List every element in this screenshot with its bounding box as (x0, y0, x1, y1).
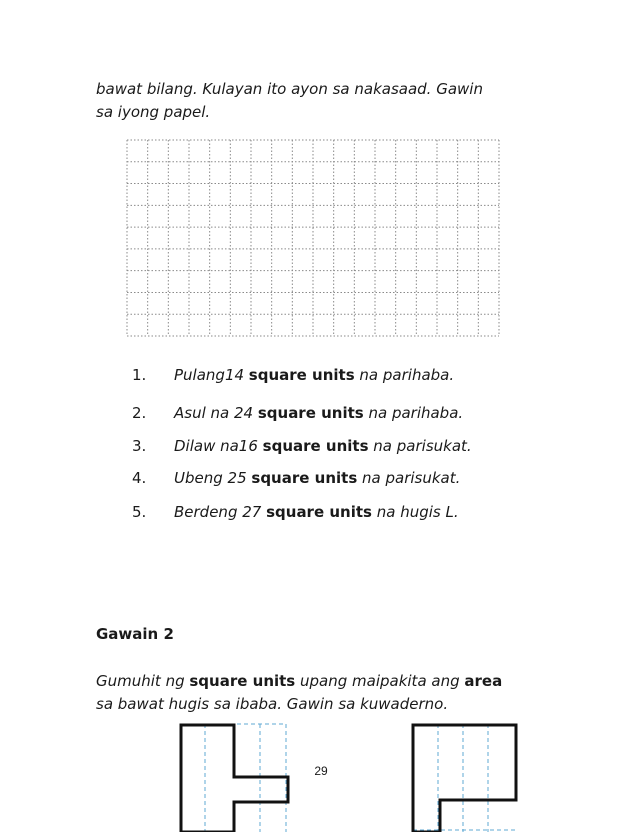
item-text (174, 366, 454, 384)
item-text-bold: square units (266, 503, 372, 521)
guide-lines (413, 724, 518, 832)
item-number: 4. (132, 469, 147, 487)
item-text (174, 503, 459, 521)
shape-outline (413, 725, 516, 832)
dotted-grid (126, 139, 500, 337)
item-number: 2. (132, 404, 147, 422)
intro-line-2: sa iyong papel. (96, 103, 211, 121)
instr-bold-2: area (464, 672, 503, 690)
item-text-post: na parihaba. (354, 366, 455, 384)
item-number: 1. (132, 366, 147, 384)
item-text-pre: Dilaw na16 (174, 437, 263, 455)
shape-figure-1 (178, 722, 292, 832)
gawain-heading: Gawain 2 (96, 625, 174, 643)
item-text (174, 437, 472, 455)
item-text (174, 469, 460, 487)
shape-outline (181, 725, 288, 832)
list-item (132, 469, 552, 491)
list-item (132, 366, 552, 388)
item-text-bold: square units (257, 404, 364, 422)
item-text-bold: square units (262, 437, 369, 455)
item-text-bold: square units (251, 469, 358, 487)
item-text-pre: Pulang14 (174, 366, 249, 384)
instr-pre: Gumuhit ng (96, 672, 190, 690)
intro-line-1: bawat bilang. Kulayan ito ayon sa nakasaad. Gawin (96, 80, 483, 98)
gawain-instructions (96, 670, 566, 716)
item-text-pre: Ubeng 25 (174, 469, 252, 487)
list-item (132, 404, 552, 426)
page-number: 29 (314, 764, 328, 778)
instr-mid: upang maipakita ang (295, 672, 465, 690)
item-text-bold: square units (248, 366, 355, 384)
item-text-pre: Berdeng 27 (174, 503, 267, 521)
item-number: 3. (132, 437, 147, 455)
item-text-post: na parisukat. (368, 437, 472, 455)
item-text-post: na hugis L. (371, 503, 459, 521)
item-number: 5. (132, 503, 147, 521)
item-text (174, 404, 463, 422)
instr-line-2: sa bawat hugis sa ibaba. Gawin sa kuwaderno. (96, 695, 449, 713)
list-item (132, 503, 552, 525)
item-text-post: na parisukat. (357, 469, 461, 487)
list-item (132, 437, 552, 459)
intro-text (96, 78, 566, 124)
instr-bold-1: square units (189, 672, 296, 690)
item-text-post: na parihaba. (363, 404, 464, 422)
shape-figure-2 (408, 722, 522, 832)
item-text-pre: Asul na 24 (174, 404, 258, 422)
